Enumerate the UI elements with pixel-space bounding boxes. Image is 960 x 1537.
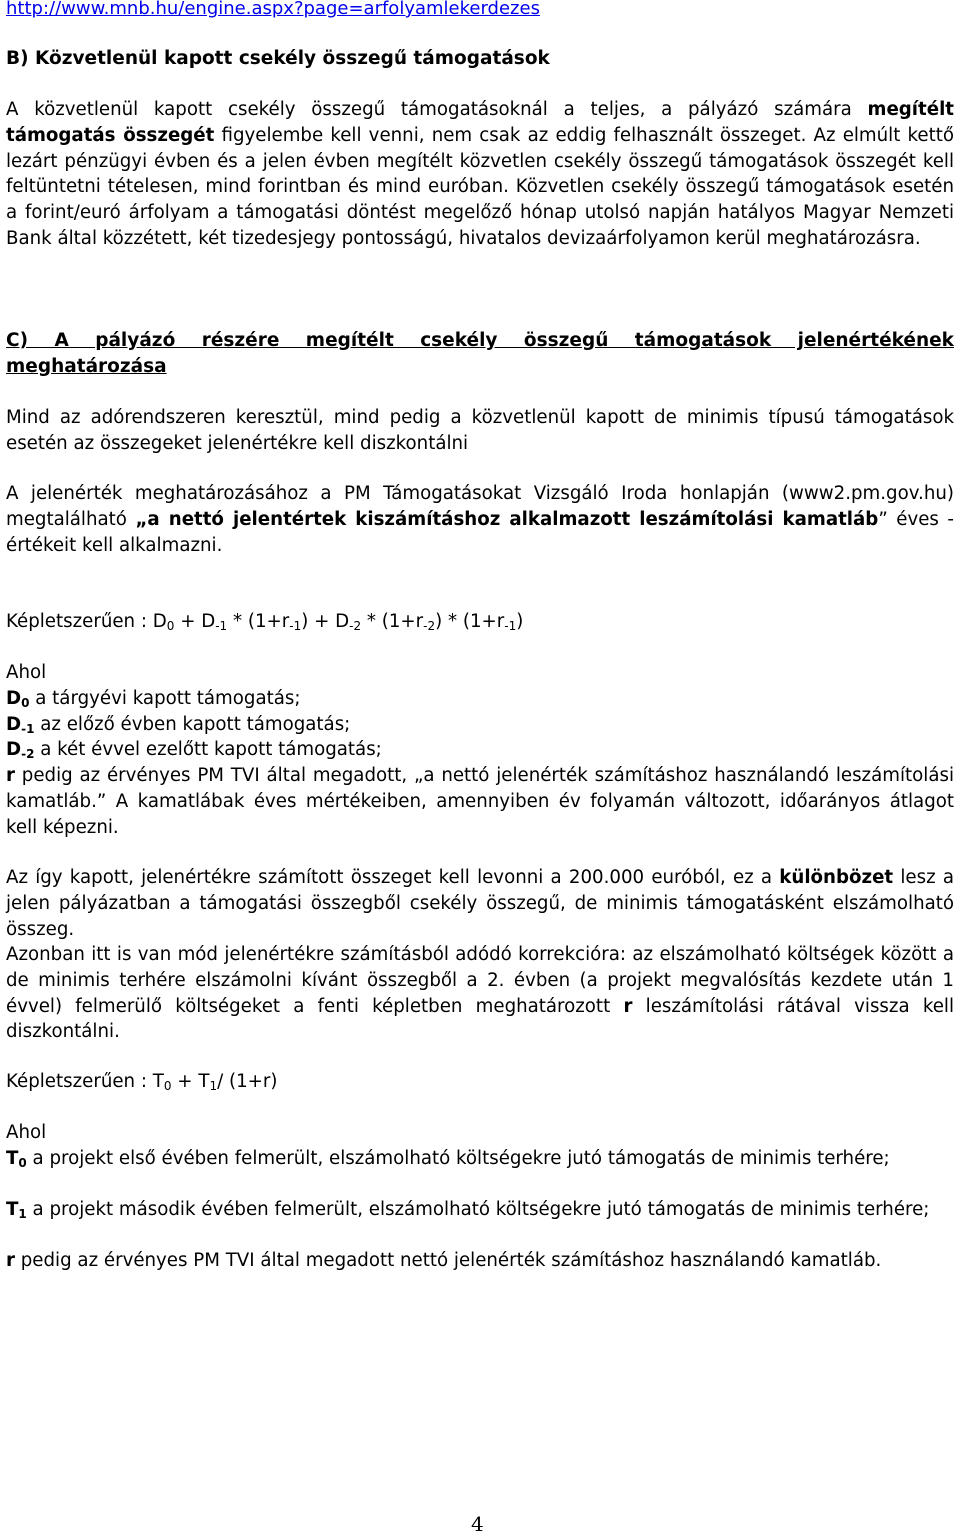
subscript: 0 (21, 696, 30, 710)
formula-label: Képletszerűen : D (6, 611, 167, 632)
formula-part: * (1+r (227, 611, 290, 632)
bold-run: megítélt támogatás összegét (6, 99, 954, 146)
subscript: 0 (163, 1079, 172, 1093)
text-run: leszámítolási rátával vissza kell diszkontálni. (6, 995, 954, 1043)
subscript: 1 (18, 1207, 27, 1221)
section-b-heading: B) Közvetlenül kapott csekély összegű támogatások (6, 48, 550, 69)
subscript: -1 (21, 722, 35, 736)
definition-r (6, 763, 954, 840)
definition-t0 (6, 1146, 954, 1172)
text-run: A közvetlenül kapott csekély összegű támogatásoknál a teljes, a pályázó számára (6, 99, 868, 120)
symbol: D (6, 688, 22, 709)
text-run: éves - értékeit kell alkalmazni. (6, 508, 954, 556)
bold-run: különbözet (779, 867, 894, 888)
definition-r2 (6, 1248, 954, 1274)
section-b-paragraph (6, 97, 954, 252)
definition-text: a tárgyévi kapott támogatás; (29, 688, 301, 709)
subscript: -1 (504, 619, 517, 633)
bold-run: nettó jelentértek kiszámításhoz alkalmazott leszámítolási kamatláb (168, 508, 879, 530)
source-link[interactable]: http://www.mnb.hu/engine.aspx?page=arfolyamlekerdezes (6, 0, 540, 19)
bold-run: r (623, 995, 633, 1017)
formula-1 (6, 609, 523, 635)
text-run: A jelenérték meghatározásához a PM Támogatásokat Vizsgáló Iroda honlapján (www2.pm.gov.hu) megtalálható (6, 483, 954, 530)
formula-part: * (1+r (361, 611, 424, 632)
definition-text: pedig az érvényes PM TVI által megadott nettó jelenérték számításhoz használandó kamatláb. (14, 1250, 882, 1271)
formula-part: ) * (1+r (435, 611, 505, 632)
symbol: r (6, 765, 15, 786)
subscript: 1 (209, 1079, 218, 1093)
subscript: -1 (215, 619, 228, 633)
subscript: -2 (423, 619, 436, 633)
formula-part: ) + D (301, 611, 350, 632)
text-run: Az így kapott, jelenértékre számított összeget kell levonni a 200.000 euróból, ez a (6, 867, 780, 888)
where-label: Ahol (6, 662, 47, 683)
formula-label: Képletszerűen : T (6, 1071, 164, 1092)
symbol: r (6, 1250, 15, 1271)
difference-paragraph (6, 865, 954, 942)
section-c-heading: C) A pályázó részére megítélt csekély összegű támogatások jelenértékének meghatározása (6, 330, 954, 377)
definition-text: a projekt első évében felmerült, elszámolható költségekre jutó támogatás de minimis terhére; (26, 1148, 890, 1169)
text-run: lesz a jelen pályázatban a támogatási összegből csekély összegű, de minimis támogatásként elszámolható összeg. (6, 867, 954, 940)
symbol: D (6, 739, 22, 760)
section-c-rate-paragraph (6, 481, 954, 558)
subscript: -2 (21, 747, 35, 761)
text-run: ” (878, 508, 888, 530)
formula-2 (6, 1069, 277, 1095)
bold-run: „a (135, 508, 169, 530)
definition-t1 (6, 1197, 954, 1223)
subscript: -1 (289, 619, 302, 633)
page-number: 4 (471, 1512, 484, 1536)
subscript: 0 (18, 1156, 27, 1170)
subscript: -2 (349, 619, 362, 633)
formula-part: ) (516, 611, 524, 632)
where-label: Ahol (6, 1122, 47, 1143)
formula-part: / (1+r) (217, 1071, 278, 1092)
definition-text: a két évvel ezelőtt kapott támogatás; (34, 739, 382, 760)
definition-d2 (6, 737, 382, 763)
text-run: Azonban itt is van mód jelenértékre számításból adódó korrekcióra: az elszámolható költségek között a de minimis terhére elszámolni kívánt összegből a 2. évben (a projekt megvalósítás kezdete után 1 évvel) felmerülő költségeket a fenti képletben meghatározott (6, 944, 954, 1017)
correction-paragraph (6, 942, 954, 1045)
definition-d1 (6, 712, 350, 738)
definition-text: pedig az érvényes PM TVI által megadott, „a nettó jelenérték számításhoz használandó leszámítolási kamatláb.” A kamatlábak éves mértékeiben, amennyiben év folyamán változott, időarányos átlagot kell képezni. (6, 765, 954, 838)
symbol: T (6, 1148, 19, 1169)
symbol: D (6, 714, 22, 735)
section-c-intro: Mind az adórendszeren keresztül, mind pedig a közvetlenül kapott de minimis típusú támogatások esetén az összegeket jelenértékre kell diszkontálni (6, 407, 954, 454)
definition-text: a projekt második évében felmerült, elszámolható költségekre jutó támogatás de minimis terhére; (26, 1199, 930, 1220)
subscript: 0 (166, 619, 175, 633)
symbol: T (6, 1199, 19, 1220)
formula-part: + D (174, 611, 216, 632)
definition-d0 (6, 686, 300, 712)
formula-part: + T (171, 1071, 210, 1092)
definition-text: az előző évben kapott támogatás; (34, 714, 351, 735)
text-run: figyelembe kell venni, nem csak az eddig felhasznált összeget. Az elmúlt kettő lezárt pénzügyi évben és a jelen évben megítélt közvetlen csekély összegű támogatások összegét kell feltüntetni tételesen, mind forintban és mind euróban. Közvetlen csekély összegű támogatások esetén a forint/euró árfolyam a támogatási döntést megelőző hónap utolsó napján hatályos Magyar Nemzeti Bank által közzétett, két tizedesjegy pontosságú, hivatalos devizaárfolyamon kerül meghatározásra. (6, 124, 954, 249)
